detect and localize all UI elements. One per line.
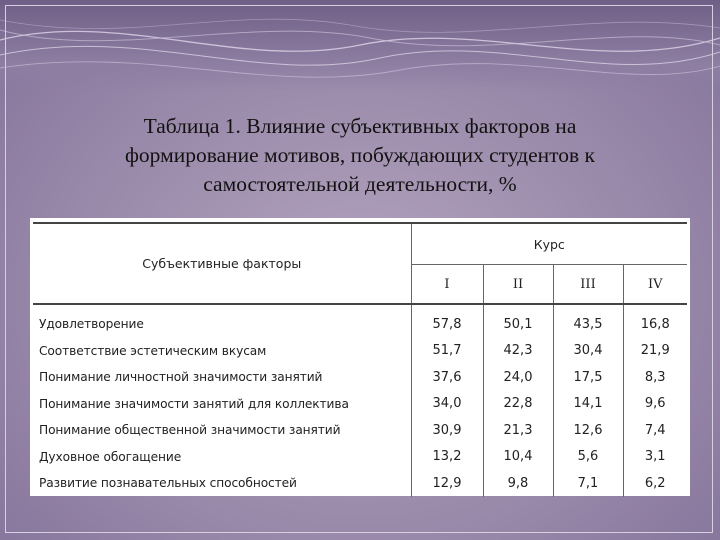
- title-line-3: самостоятельной деятельности, %: [203, 172, 517, 196]
- factor-cell: Понимание значимости занятий для коллектива: [33, 391, 411, 418]
- table-row: [33, 444, 687, 471]
- value-cell: 7,4: [623, 417, 687, 444]
- slide-title: [60, 112, 660, 199]
- factors-table: [33, 222, 687, 497]
- value-cell: 50,1: [483, 304, 553, 338]
- table-row: [33, 470, 687, 497]
- table-row: [33, 304, 687, 338]
- course-col-1: I: [411, 265, 483, 305]
- table-row: [33, 417, 687, 444]
- value-cell: 21,9: [623, 338, 687, 365]
- value-cell: 6,2: [623, 470, 687, 497]
- factor-cell: Понимание личностной значимости занятий: [33, 364, 411, 391]
- title-line-1: Таблица 1. Влияние субъективных факторов на: [143, 114, 577, 138]
- table-image: [30, 218, 690, 496]
- value-cell: 12,9: [411, 470, 483, 497]
- value-cell: 13,2: [411, 444, 483, 471]
- table-row: [33, 364, 687, 391]
- value-cell: 17,5: [553, 364, 623, 391]
- value-cell: 14,1: [553, 391, 623, 418]
- factor-column-header: Субъективные факторы: [33, 223, 411, 304]
- course-col-4: IV: [623, 265, 687, 305]
- value-cell: 37,6: [411, 364, 483, 391]
- factor-cell: Духовное обогащение: [33, 444, 411, 471]
- value-cell: 30,4: [553, 338, 623, 365]
- course-header: Курс: [411, 223, 687, 265]
- value-cell: 8,3: [623, 364, 687, 391]
- factor-cell: Развитие познавательных способностей: [33, 470, 411, 497]
- table-row: [33, 391, 687, 418]
- course-col-3: III: [553, 265, 623, 305]
- value-cell: 22,8: [483, 391, 553, 418]
- value-cell: 12,6: [553, 417, 623, 444]
- value-cell: 42,3: [483, 338, 553, 365]
- value-cell: 7,1: [553, 470, 623, 497]
- value-cell: 57,8: [411, 304, 483, 338]
- value-cell: 51,7: [411, 338, 483, 365]
- title-line-2: формирование мотивов, побуждающих студентов к: [125, 143, 595, 167]
- value-cell: 3,1: [623, 444, 687, 471]
- factor-cell: Удовлетворение: [33, 304, 411, 338]
- value-cell: 24,0: [483, 364, 553, 391]
- factor-cell: Соответствие эстетическим вкусам: [33, 338, 411, 365]
- value-cell: 5,6: [553, 444, 623, 471]
- value-cell: 21,3: [483, 417, 553, 444]
- course-col-2: II: [483, 265, 553, 305]
- factor-cell: Понимание общественной значимости занятий: [33, 417, 411, 444]
- value-cell: 16,8: [623, 304, 687, 338]
- value-cell: 9,6: [623, 391, 687, 418]
- value-cell: 43,5: [553, 304, 623, 338]
- value-cell: 10,4: [483, 444, 553, 471]
- value-cell: 30,9: [411, 417, 483, 444]
- value-cell: 34,0: [411, 391, 483, 418]
- value-cell: 9,8: [483, 470, 553, 497]
- table-row: [33, 338, 687, 365]
